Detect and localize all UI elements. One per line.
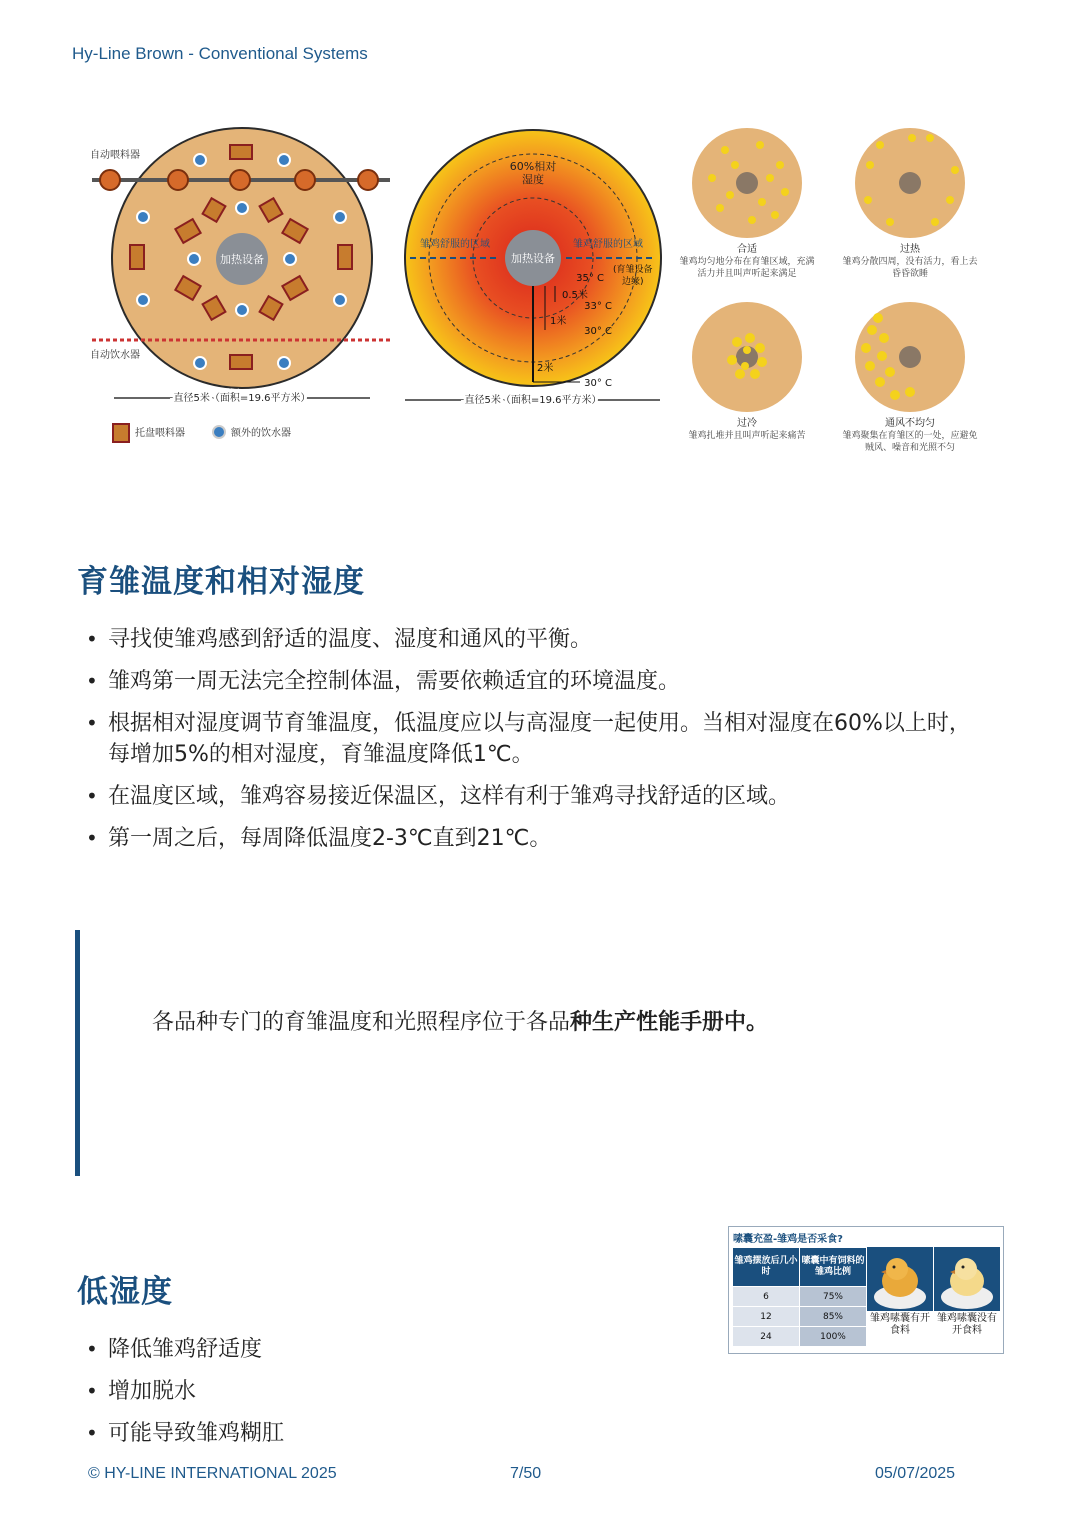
list-item: • 可能导致雏鸡糊肛 — [78, 1418, 678, 1449]
svg-text:直径5米（面积=19.6平方米）: 直径5米（面积=19.6平方米） — [464, 395, 602, 406]
chick-empty-crop-photo — [934, 1247, 1000, 1311]
svg-text:35° C: 35° C — [576, 273, 604, 284]
legend-drinker-icon — [213, 426, 225, 438]
legend-tray-icon — [113, 424, 129, 442]
low-humidity-bullets — [78, 1334, 678, 1460]
svg-text:1米: 1米 — [550, 316, 567, 327]
list-item: • 降低雏鸡舒适度 — [78, 1334, 678, 1365]
chick-full-crop-photo — [867, 1247, 933, 1311]
table-row: 6 75% — [733, 1287, 867, 1307]
callout-accent-bar — [75, 930, 80, 1176]
list-item: • 增加脱水 — [78, 1376, 678, 1407]
chick-empty-caption: 雏鸡嗉囊没有开食料 — [937, 1313, 997, 1336]
section-title-temperature: 育雏温度和相对湿度 — [77, 564, 365, 600]
chick-full-caption: 雏鸡嗉囊有开食料 — [870, 1313, 930, 1336]
svg-text:托盘喂料器: 托盘喂料器 — [135, 428, 185, 439]
svg-text:边缘): 边缘) — [622, 277, 644, 287]
temperature-zone-diagram — [405, 130, 661, 406]
svg-text:自动喂料器: 自动喂料器 — [90, 150, 140, 161]
svg-text:雏鸡均匀地分布在育雏区域，充满: 雏鸡均匀地分布在育雏区域，充满 — [679, 257, 815, 267]
list-item: • 雏鸡第一周无法完全控制体温，需要依赖适宜的环境温度。 — [78, 666, 998, 697]
svg-text:通风不均匀: 通风不均匀 — [885, 418, 935, 429]
callout-text-normal: 各品种专门的育雏温度和光照程序位于各品 — [152, 1010, 571, 1035]
svg-text:自动饮水器: 自动饮水器 — [90, 350, 140, 361]
svg-text:加热设备: 加热设备 — [511, 252, 555, 265]
svg-text:贼风、噪音和光照不匀: 贼风、噪音和光照不匀 — [864, 443, 956, 453]
chick-panel-hot — [842, 128, 977, 279]
svg-text:33° C: 33° C — [584, 301, 612, 312]
col-percent: 嗉囊中有饲料的雏鸡比例 — [800, 1248, 867, 1287]
svg-text:过冷: 过冷 — [737, 418, 757, 429]
crop-fill-box — [728, 1226, 1004, 1354]
brooder-layout-diagram — [90, 128, 390, 442]
svg-text:加热设备: 加热设备 — [220, 253, 264, 266]
chick-panel-cold — [688, 302, 805, 441]
svg-text:湿度: 湿度 — [522, 173, 544, 186]
footer-date: 05/07/2025 — [875, 1465, 956, 1482]
svg-text:雏鸡舒服的区域: 雏鸡舒服的区域 — [420, 239, 490, 250]
svg-text:过热: 过热 — [900, 244, 920, 255]
list-item: • 寻找使雏鸡感到舒适的温度、湿度和通风的平衡。 — [78, 624, 998, 655]
table-row: 12 85% — [733, 1307, 867, 1327]
svg-text:合适: 合适 — [737, 244, 757, 255]
crop-fill-table — [732, 1247, 867, 1347]
callout-text — [152, 1005, 768, 1036]
svg-text:直径5米（面积=19.6平方米）: 直径5米（面积=19.6平方米） — [173, 393, 311, 404]
callout-text-bold: 种生产性能手册中。 — [570, 1010, 769, 1035]
section-title-low-humidity: 低湿度 — [77, 1274, 173, 1310]
svg-text:雏鸡扎堆并且叫声听起来痛苦: 雏鸡扎堆并且叫声听起来痛苦 — [688, 431, 806, 441]
col-hours: 雏鸡摆放后几小时 — [733, 1248, 800, 1287]
svg-text:(育雏设备: (育雏设备 — [613, 265, 653, 275]
page-header: Hy-Line Brown - Conventional Systems — [72, 44, 368, 63]
list-item: • 第一周之后，每周降低温度2-3℃直到21℃。 — [78, 823, 998, 854]
svg-text:额外的饮水器: 额外的饮水器 — [231, 428, 291, 439]
svg-text:30° C: 30° C — [584, 378, 612, 389]
svg-text:昏昏欲睡: 昏昏欲睡 — [891, 269, 929, 279]
chick-panel-draft — [842, 302, 977, 453]
chick-panel-good — [679, 128, 814, 279]
svg-text:60%相对: 60%相对 — [509, 160, 557, 173]
footer-page-number: 7/50 — [510, 1465, 542, 1482]
list-item: • 在温度区域，雏鸡容易接近保温区，这样有利于雏鸡寻找舒适的区域。 — [78, 781, 998, 812]
svg-text:2米: 2米 — [537, 363, 554, 374]
svg-text:30° C: 30° C — [584, 326, 612, 337]
list-item: • 根据相对湿度调节育雏温度，低温度应以与高湿度一起使用。当相对湿度在60%以上时，每增加5%的相对湿度，育雏温度降低1℃。 — [78, 708, 978, 770]
table-row: 24 100% — [733, 1327, 867, 1347]
svg-text:活力并且叫声听起来满足: 活力并且叫声听起来满足 — [697, 269, 797, 279]
crop-fill-title: 嗉囊充盈-雏鸡是否采食? — [733, 1234, 843, 1245]
temperature-bullets — [78, 624, 998, 865]
footer-copyright: © HY-LINE INTERNATIONAL 2025 — [88, 1465, 337, 1482]
svg-text:雏鸡聚集在育雏区的一处，应避免: 雏鸡聚集在育雏区的一处，应避免 — [842, 431, 978, 441]
svg-text:雏鸡分散四周，没有活力，看上去: 雏鸡分散四周，没有活力，看上去 — [842, 257, 978, 267]
svg-text:0.5米: 0.5米 — [562, 290, 588, 301]
svg-text:雏鸡舒服的区域: 雏鸡舒服的区域 — [573, 239, 643, 250]
brooding-figure — [0, 120, 1080, 470]
